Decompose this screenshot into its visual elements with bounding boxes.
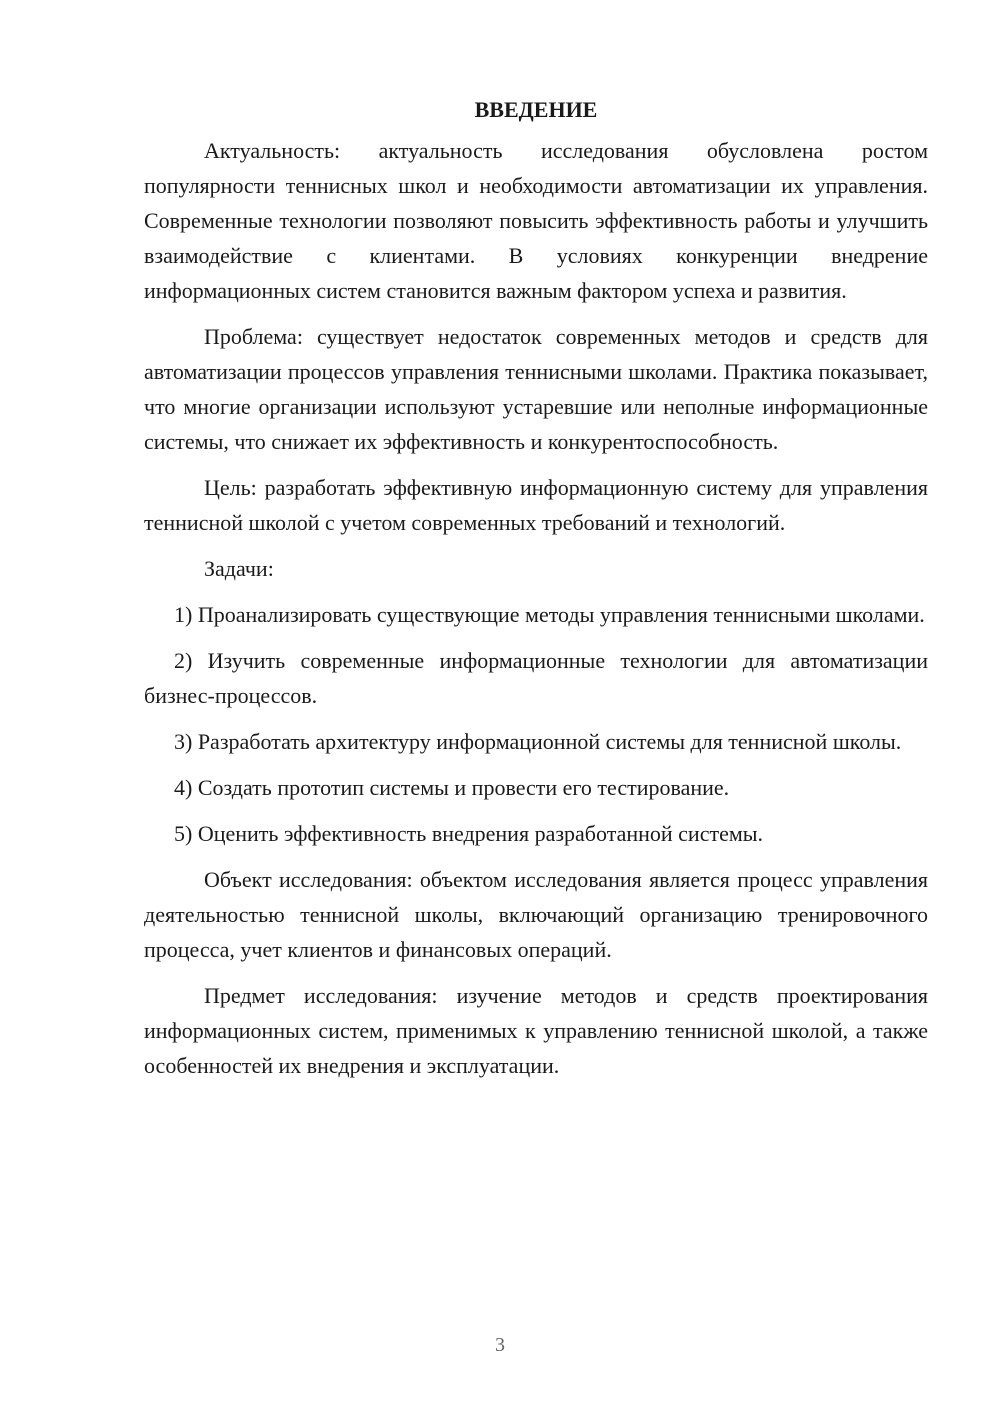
task-item-2: 2) Изучить современные информационные технологии для автоматизации бизнес-процессов. bbox=[144, 648, 928, 708]
document-page bbox=[144, 92, 928, 1094]
task-item-5: 5) Оценить эффективность внедрения разработанной системы. bbox=[174, 821, 764, 846]
paragraph-problem: Проблема: существует недостаток современных методов и средств для автоматизации процессов управления теннисными школами. Практика показывает, что многие организации используют устаревшие или неполные информационные системы, что снижает их эффективность и конкурентоспособность. bbox=[144, 324, 928, 454]
paragraph-tasks-heading: Задачи: bbox=[204, 556, 274, 581]
paragraph-relevance: Актуальность: актуальность исследования обусловлена ростом популярности теннисных школ и необходимости автоматизации их управления. Современные технологии позволяют повысить эффективность работы и улучшить взаимодействие с клиентами. В условиях конкуренции внедрение информационных систем становится важным фактором успеха и развития. bbox=[144, 138, 928, 303]
section-title: ВВЕДЕНИЕ bbox=[474, 97, 598, 122]
task-item-3: 3) Разработать архитектуру информационной системы для теннисной школы. bbox=[174, 729, 902, 754]
paragraph-subject: Предмет исследования: изучение методов и средств проектирования информационных систем, применимых к управлению теннисной школой, а также особенностей их внедрения и эксплуатации. bbox=[144, 983, 928, 1078]
page-number: 3 bbox=[495, 1334, 505, 1356]
task-item-1: 1) Проанализировать существующие методы управления теннисными школами. bbox=[174, 602, 925, 627]
task-item-4: 4) Создать прототип системы и провести его тестирование. bbox=[174, 775, 730, 800]
paragraph-goal: Цель: разработать эффективную информационную систему для управления теннисной школой с учетом современных требований и технологий. bbox=[144, 475, 928, 535]
paragraph-object: Объект исследования: объектом исследования является процесс управления деятельностью теннисной школы, включающий организацию тренировочного процесса, учет клиентов и финансовых операций. bbox=[144, 867, 928, 962]
